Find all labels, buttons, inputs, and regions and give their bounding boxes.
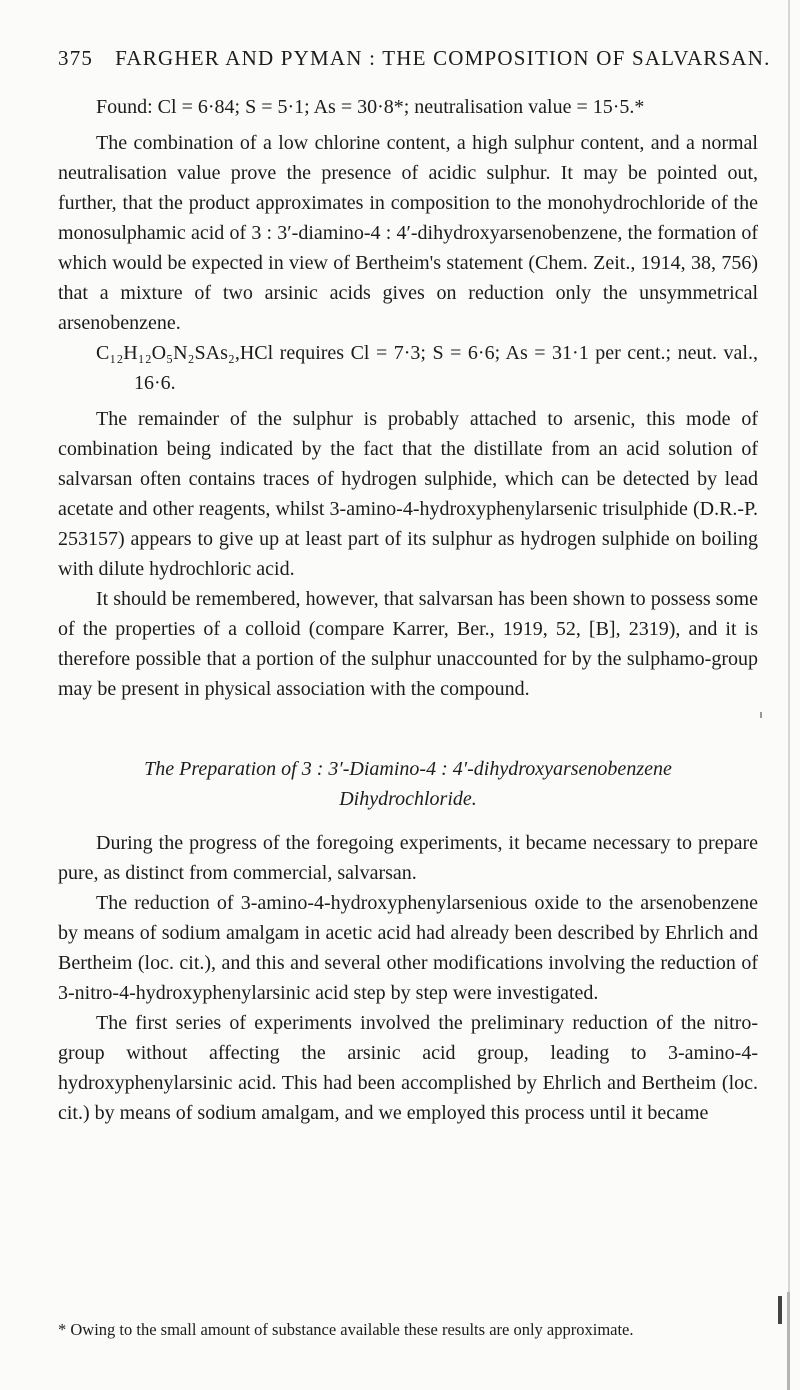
section-heading xyxy=(58,754,758,814)
formula-requirement: C₁₂H₁₂O₅N₂SAs₂,HCl requires Cl = 7·3; S = 6·6; As = 31·1 per cent.; neut. val., 16·6. xyxy=(96,342,758,394)
article-body xyxy=(58,92,758,1128)
page-edge-rule xyxy=(788,0,790,1390)
running-header xyxy=(58,46,778,71)
paragraph-acidic-sulphur: The combination of a low chlorine content, a high sulphur content, and a normal neutralisation value prove the presence of acidic sulphur. It may be pointed out, further, that the product approximates in composition to the monohydrochloride of the monosulphamic acid of 3 : 3′-diamino-4 : 4′-dihydroxyarsenobenzene, the formation of which would be expected in view of Bertheim's statement (Chem. Zeit., 1914, 38, 756) that a mixture of two arsinic acids gives on reduction only the unsymmetrical arsenobenzene. xyxy=(58,132,758,334)
section-heading-line2: Dihydrochloride. xyxy=(339,788,477,810)
paragraph-reduction: The reduction of 3-amino-4-hydroxyphenylarsenious oxide to the arsenobenzene by means of sodium amalgam in acetic acid had already been described by Ehrlich and Bertheim (loc. cit.), and this and several other modifications involving the reduction of 3-nitro-4-hydroxyphenylarsinic acid step by step were investigated. xyxy=(58,892,758,1004)
analysis-found: Found: Cl = 6·84; S = 5·1; As = 30·8*; neutralisation value = 15·5.* xyxy=(96,96,645,118)
paragraph-sulphur-arsenic: The remainder of the sulphur is probably attached to arsenic, this mode of combination being indicated by the fact that the distillate from an acid solution of salvarsan often contains traces of hydrogen sulphide, which can be detected by lead acetate and other reagents, whilst 3-amino-4-hydroxyphenylarsenic trisulphide (D.R.-P. 253157) appears to give up at least part of its sulphur as hydrogen sulphide on boiling with dilute hydrochloric acid. xyxy=(58,408,758,580)
paragraph-progress: During the progress of the foregoing experiments, it became necessary to prepare pure, as distinct from commercial, salvarsan. xyxy=(58,832,758,884)
running-title: FARGHER AND PYMAN : THE COMPOSITION OF SALVARSAN. xyxy=(115,46,771,70)
margin-mark xyxy=(760,712,762,718)
paragraph-first-series: The first series of experiments involved the preliminary reduction of the nitro-group without affecting the arsinic acid group, leading to 3-amino-4-hydroxyphenylarsinic acid. This had been accomplished by Ehrlich and Bertheim (loc. cit.) by means of sodium amalgam, and we employed this process until it became xyxy=(58,1012,758,1124)
page-edge-fragment xyxy=(787,1292,790,1390)
section-heading-line1: The Preparation of 3 : 3′-Diamino-4 : 4′-dihydroxyarsenobenzene xyxy=(144,758,672,780)
page-edge-fragment-dark xyxy=(778,1296,782,1324)
page-number: 375 xyxy=(58,46,94,70)
paragraph-colloid: It should be remembered, however, that salvarsan has been shown to possess some of the properties of a colloid (compare Karrer, Ber., 1919, 52, [B], 2319), and it is therefore possible that a portion of the sulphur unaccounted for by the sulphamo-group may be present in physical association with the compound. xyxy=(58,588,758,700)
footnote: * Owing to the small amount of substance available these results are only approximate. xyxy=(58,1320,634,1339)
